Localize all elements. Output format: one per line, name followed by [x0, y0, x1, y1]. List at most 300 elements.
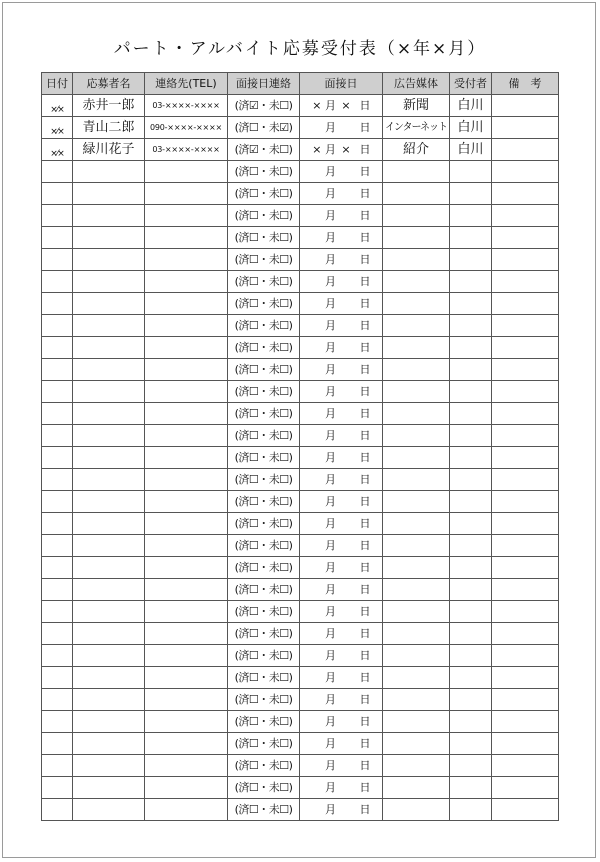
interview-contact-cell [228, 535, 300, 557]
table-row [42, 777, 559, 799]
empty-box-icon[interactable]: ☐ [248, 385, 259, 398]
tel-cell [145, 227, 228, 249]
separator: ・ [258, 649, 269, 662]
empty-box-icon[interactable]: ☐ [279, 715, 289, 728]
table-row [42, 755, 559, 777]
tel-cell [145, 799, 228, 821]
date-cell [42, 249, 73, 271]
date-cell [42, 381, 73, 403]
empty-box-icon[interactable]: ☐ [248, 671, 259, 684]
applicant-cell [73, 403, 145, 425]
month-unit: 月 [321, 253, 336, 266]
day-unit: 日 [356, 143, 371, 156]
table-row [42, 469, 559, 491]
month-unit: 月 [321, 451, 336, 464]
empty-box-icon[interactable]: ☐ [279, 341, 289, 354]
day-unit: 日 [356, 583, 371, 596]
empty-box-icon[interactable]: ☐ [248, 363, 259, 376]
date-cell [42, 557, 73, 579]
applicant-cell [73, 601, 145, 623]
table-row [42, 271, 559, 293]
empty-box-icon[interactable]: ☐ [248, 473, 259, 486]
empty-box-icon[interactable]: ☐ [279, 495, 289, 508]
applicant-cell [73, 579, 145, 601]
empty-box-icon[interactable]: ☐ [279, 99, 289, 112]
media-cell [383, 381, 450, 403]
notes-cell [492, 623, 559, 645]
empty-box-icon[interactable]: ☐ [279, 363, 289, 376]
receiver-cell [450, 711, 492, 733]
separator: ・ [258, 121, 269, 134]
empty-box-icon[interactable]: ☐ [248, 561, 259, 574]
day-unit: 日 [356, 341, 371, 354]
applicant-cell [73, 249, 145, 271]
separator: ・ [258, 275, 269, 288]
date-cell [42, 491, 73, 513]
paren-open: ( [234, 781, 239, 794]
interview-date-cell [300, 755, 383, 777]
date-cell [42, 579, 73, 601]
month-unit: 月 [321, 121, 336, 134]
header-date: 日付 [42, 73, 73, 95]
paren-close: ) [288, 715, 293, 728]
tel-cell: 03-××××-×××× [145, 95, 228, 117]
empty-box-icon[interactable]: ☐ [248, 407, 259, 420]
notes-cell [492, 579, 559, 601]
empty-box-icon[interactable]: ☐ [279, 209, 289, 222]
interview-contact-cell [228, 491, 300, 513]
month-unit: 月 [321, 319, 336, 332]
notes-cell [492, 667, 559, 689]
done-label: 済 [238, 451, 249, 464]
interview-contact-cell [228, 183, 300, 205]
notes-cell [492, 271, 559, 293]
interview-contact-cell [228, 645, 300, 667]
notes-cell [492, 491, 559, 513]
day-unit: 日 [356, 671, 371, 684]
empty-box-icon[interactable]: ☐ [279, 759, 289, 772]
day-unit: 日 [356, 429, 371, 442]
applicant-cell [73, 491, 145, 513]
interview-date-cell [300, 513, 383, 535]
day-value: × [341, 143, 351, 156]
tel-cell [145, 579, 228, 601]
paren-open: ( [234, 495, 239, 508]
applicant-cell [73, 425, 145, 447]
header-interview-date: 面接日 [300, 73, 383, 95]
month-unit: 月 [321, 605, 336, 618]
done-label: 済 [238, 253, 249, 266]
date-cell [42, 117, 73, 139]
pending-label: 未 [268, 627, 280, 640]
interview-contact-cell [228, 359, 300, 381]
paren-close: ) [288, 143, 293, 156]
table-row [42, 491, 559, 513]
applicant-cell [73, 711, 145, 733]
notes-cell [492, 403, 559, 425]
tel-cell [145, 161, 228, 183]
empty-box-icon[interactable]: ☐ [248, 319, 259, 332]
media-cell [383, 601, 450, 623]
day-unit: 日 [356, 451, 371, 464]
interview-contact-cell [228, 447, 300, 469]
empty-box-icon[interactable]: ☐ [279, 231, 289, 244]
empty-box-icon[interactable]: ☐ [279, 583, 289, 596]
day-unit: 日 [356, 253, 371, 266]
interview-date-cell [300, 557, 383, 579]
empty-box-icon[interactable]: ☐ [248, 231, 259, 244]
paren-open: ( [234, 693, 239, 706]
paren-close: ) [288, 407, 293, 420]
paren-close: ) [288, 693, 293, 706]
media-cell [383, 447, 450, 469]
empty-box-icon[interactable]: ☐ [248, 759, 259, 772]
empty-box-icon[interactable]: ☐ [279, 165, 289, 178]
interview-date-cell [300, 381, 383, 403]
empty-box-icon[interactable]: ☐ [279, 473, 289, 486]
applicant-cell [73, 161, 145, 183]
empty-box-icon[interactable]: ☐ [279, 187, 289, 200]
separator: ・ [258, 341, 269, 354]
done-label: 済 [238, 583, 249, 596]
paren-close: ) [288, 297, 293, 310]
empty-box-icon[interactable]: ☐ [248, 209, 259, 222]
empty-box-icon[interactable]: ☐ [248, 649, 259, 662]
separator: ・ [258, 627, 269, 640]
month-unit: 月 [321, 649, 336, 662]
empty-box-icon[interactable]: ☐ [248, 297, 259, 310]
day-unit: 日 [356, 165, 371, 178]
paren-close: ) [288, 385, 293, 398]
empty-box-icon[interactable]: ☐ [248, 341, 259, 354]
pending-label: 未 [268, 517, 280, 530]
empty-box-icon[interactable]: ☐ [279, 627, 289, 640]
table-row [42, 535, 559, 557]
date-cell [42, 777, 73, 799]
empty-box-icon[interactable]: ☐ [248, 517, 259, 530]
empty-box-icon[interactable]: ☐ [279, 407, 289, 420]
interview-contact-cell [228, 733, 300, 755]
empty-box-icon[interactable]: ☐ [248, 121, 259, 134]
done-label: 済 [238, 473, 249, 486]
empty-box-icon[interactable]: ☐ [279, 143, 289, 156]
paren-open: ( [234, 407, 239, 420]
date-cell [42, 469, 73, 491]
empty-box-icon[interactable]: ☐ [279, 605, 289, 618]
empty-box-icon[interactable]: ☐ [279, 429, 289, 442]
interview-date-cell [300, 777, 383, 799]
applicant-cell [73, 205, 145, 227]
empty-box-icon[interactable]: ☐ [248, 187, 259, 200]
pending-label: 未 [268, 143, 280, 156]
empty-box-icon[interactable]: ☐ [279, 319, 289, 332]
day-unit: 日 [356, 715, 371, 728]
header-media: 広告媒体 [383, 73, 450, 95]
empty-box-icon[interactable]: ☐ [248, 583, 259, 596]
empty-box-icon[interactable]: ☐ [248, 803, 259, 816]
pending-label: 未 [268, 451, 280, 464]
media-cell [383, 161, 450, 183]
receiver-cell [450, 183, 492, 205]
receiver-cell [450, 227, 492, 249]
empty-box-icon[interactable]: ☐ [248, 275, 259, 288]
interview-contact-cell [228, 95, 300, 117]
table-row [42, 645, 559, 667]
interview-contact-cell [228, 755, 300, 777]
paren-open: ( [234, 539, 239, 552]
media-cell [383, 733, 450, 755]
checked-box-icon[interactable]: ☑ [248, 99, 259, 112]
interview-date-cell [300, 359, 383, 381]
pending-label: 未 [268, 297, 280, 310]
interview-contact-cell [228, 667, 300, 689]
empty-box-icon[interactable]: ☐ [248, 715, 259, 728]
interview-contact-cell [228, 403, 300, 425]
empty-box-icon[interactable]: ☐ [248, 605, 259, 618]
notes-cell [492, 777, 559, 799]
empty-box-icon[interactable]: ☐ [279, 671, 289, 684]
done-label: 済 [238, 517, 249, 530]
interview-contact-cell [228, 249, 300, 271]
day-unit: 日 [356, 209, 371, 222]
date-cell [42, 425, 73, 447]
tel-cell [145, 271, 228, 293]
month-value: × [312, 99, 322, 112]
month-unit: 月 [321, 781, 336, 794]
date-cell [42, 315, 73, 337]
day-unit: 日 [356, 495, 371, 508]
applicant-cell [73, 381, 145, 403]
done-label: 済 [238, 649, 249, 662]
separator: ・ [258, 143, 269, 156]
separator: ・ [258, 803, 269, 816]
header-contact: 連絡先(TEL) [145, 73, 228, 95]
interview-date-cell [300, 799, 383, 821]
interview-date-cell [300, 711, 383, 733]
empty-box-icon[interactable]: ☐ [279, 561, 289, 574]
done-label: 済 [238, 165, 249, 178]
paren-open: ( [234, 385, 239, 398]
pending-label: 未 [268, 473, 280, 486]
interview-date-cell [300, 689, 383, 711]
application-table [41, 72, 559, 821]
month-unit: 月 [321, 561, 336, 574]
empty-box-icon[interactable]: ☐ [279, 275, 289, 288]
empty-box-icon[interactable]: ☐ [248, 693, 259, 706]
paren-close: ) [288, 649, 293, 662]
day-unit: 日 [356, 759, 371, 772]
empty-box-icon[interactable]: ☐ [279, 451, 289, 464]
empty-box-icon[interactable]: ☐ [279, 737, 289, 750]
month-unit: 月 [321, 759, 336, 772]
empty-box-icon[interactable]: ☐ [248, 495, 259, 508]
day-unit: 日 [356, 803, 371, 816]
empty-box-icon[interactable]: ☐ [279, 385, 289, 398]
applicant-cell: 緑川花子 [73, 139, 145, 161]
table-row [42, 425, 559, 447]
done-label: 済 [238, 759, 249, 772]
empty-box-icon[interactable]: ☐ [279, 649, 289, 662]
media-cell [383, 183, 450, 205]
paren-close: ) [288, 759, 293, 772]
done-label: 済 [238, 803, 249, 816]
applicant-cell [73, 535, 145, 557]
receiver-cell [450, 359, 492, 381]
empty-box-icon[interactable]: ☐ [279, 781, 289, 794]
separator: ・ [258, 297, 269, 310]
separator: ・ [258, 165, 269, 178]
paren-open: ( [234, 759, 239, 772]
interview-date-cell [300, 139, 383, 161]
paren-close: ) [288, 583, 293, 596]
empty-box-icon[interactable]: ☐ [248, 627, 259, 640]
pending-label: 未 [268, 165, 280, 178]
month-unit: 月 [321, 341, 336, 354]
date-cell [42, 645, 73, 667]
date-cell [42, 755, 73, 777]
tel-cell: 090-××××-×××× [145, 117, 228, 139]
table-row [42, 381, 559, 403]
empty-box-icon[interactable]: ☐ [279, 539, 289, 552]
header-interview-contact: 面接日連絡 [228, 73, 300, 95]
interview-contact-cell [228, 469, 300, 491]
paren-close: ) [288, 275, 293, 288]
month-unit: 月 [321, 187, 336, 200]
month-unit: 月 [321, 737, 336, 750]
paren-open: ( [234, 275, 239, 288]
pending-label: 未 [268, 363, 280, 376]
pending-label: 未 [268, 737, 280, 750]
day-unit: 日 [356, 297, 371, 310]
empty-box-icon[interactable]: ☐ [279, 517, 289, 530]
empty-box-icon[interactable]: ☐ [279, 297, 289, 310]
date-mark: ×⁄× [50, 127, 64, 137]
applicant-cell [73, 183, 145, 205]
table-row [42, 799, 559, 821]
empty-box-icon[interactable]: ☐ [248, 781, 259, 794]
table-row [42, 403, 559, 425]
interview-contact-cell [228, 689, 300, 711]
day-unit: 日 [356, 121, 371, 134]
tel-cell [145, 293, 228, 315]
date-mark: ×⁄× [50, 105, 64, 115]
day-unit: 日 [356, 385, 371, 398]
media-cell [383, 755, 450, 777]
table-row [42, 601, 559, 623]
empty-box-icon[interactable]: ☐ [248, 539, 259, 552]
empty-box-icon[interactable]: ☐ [248, 451, 259, 464]
date-cell [42, 161, 73, 183]
table-row [42, 579, 559, 601]
checked-box-icon[interactable]: ☑ [279, 121, 289, 134]
tel-cell [145, 381, 228, 403]
media-cell [383, 623, 450, 645]
receiver-cell [450, 469, 492, 491]
paren-close: ) [288, 429, 293, 442]
tel-cell [145, 535, 228, 557]
applicant-cell [73, 733, 145, 755]
month-unit: 月 [321, 473, 336, 486]
empty-box-icon[interactable]: ☐ [248, 429, 259, 442]
date-cell [42, 271, 73, 293]
receiver-cell [450, 425, 492, 447]
pending-label: 未 [268, 231, 280, 244]
header-row [42, 73, 559, 95]
table-row [42, 513, 559, 535]
day-unit: 日 [356, 275, 371, 288]
done-label: 済 [238, 363, 249, 376]
done-label: 済 [238, 297, 249, 310]
pending-label: 未 [268, 803, 280, 816]
date-cell [42, 359, 73, 381]
date-cell [42, 139, 73, 161]
separator: ・ [258, 99, 269, 112]
receiver-cell [450, 799, 492, 821]
empty-box-icon[interactable]: ☐ [248, 737, 259, 750]
applicant-cell [73, 667, 145, 689]
empty-box-icon[interactable]: ☐ [248, 165, 259, 178]
notes-cell [492, 337, 559, 359]
interview-contact-cell [228, 271, 300, 293]
receiver-cell [450, 447, 492, 469]
notes-cell [492, 381, 559, 403]
done-label: 済 [238, 561, 249, 574]
done-label: 済 [238, 737, 249, 750]
empty-box-icon[interactable]: ☐ [279, 803, 289, 816]
tel-cell [145, 315, 228, 337]
date-cell [42, 205, 73, 227]
table-row [42, 139, 559, 161]
tel-cell [145, 667, 228, 689]
tel-cell [145, 249, 228, 271]
empty-box-icon[interactable]: ☐ [248, 253, 259, 266]
separator: ・ [258, 385, 269, 398]
applicant-cell [73, 645, 145, 667]
paren-close: ) [288, 341, 293, 354]
receiver-cell [450, 161, 492, 183]
day-unit: 日 [356, 517, 371, 530]
media-cell: 紹介 [383, 139, 450, 161]
pending-label: 未 [268, 275, 280, 288]
paren-open: ( [234, 583, 239, 596]
month-unit: 月 [321, 209, 336, 222]
separator: ・ [258, 451, 269, 464]
empty-box-icon[interactable]: ☐ [279, 693, 289, 706]
interview-contact-cell [228, 293, 300, 315]
checked-box-icon[interactable]: ☑ [248, 143, 259, 156]
table-row [42, 733, 559, 755]
separator: ・ [258, 187, 269, 200]
media-cell [383, 491, 450, 513]
paren-close: ) [288, 671, 293, 684]
paren-open: ( [234, 187, 239, 200]
month-unit: 月 [321, 693, 336, 706]
separator: ・ [258, 737, 269, 750]
notes-cell [492, 293, 559, 315]
empty-box-icon[interactable]: ☐ [279, 253, 289, 266]
media-cell [383, 711, 450, 733]
separator: ・ [258, 253, 269, 266]
done-label: 済 [238, 693, 249, 706]
receiver-cell [450, 689, 492, 711]
table-row [42, 161, 559, 183]
table-row [42, 315, 559, 337]
notes-cell [492, 161, 559, 183]
notes-cell [492, 447, 559, 469]
paren-close: ) [288, 803, 293, 816]
receiver-cell [450, 755, 492, 777]
paren-close: ) [288, 627, 293, 640]
